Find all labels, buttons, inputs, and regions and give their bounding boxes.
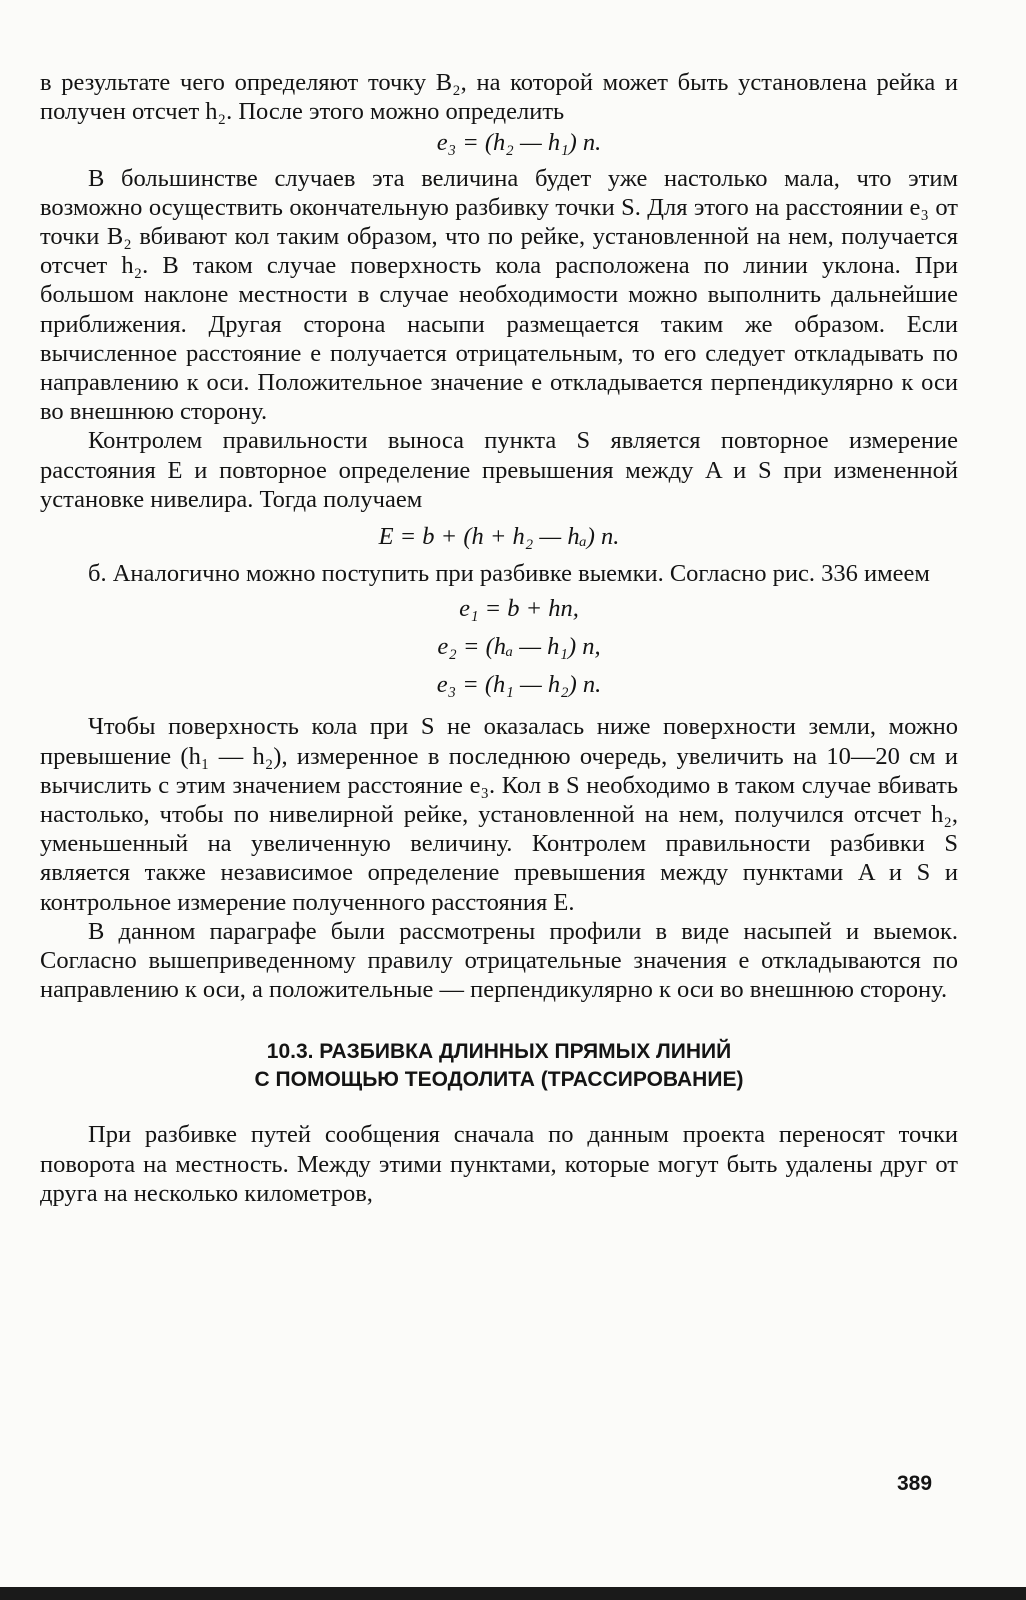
paragraph-6: В данном параграфе были рассмотрены профили в виде насыпей и выемок. Согласно вышеприведенному правилу отрицательные значения e откладываются по направлению к оси, а положительные — перпендикулярно к оси во внешнюю сторону. bbox=[40, 917, 958, 1004]
page-number: 389 bbox=[897, 1472, 933, 1495]
paragraph-7: При разбивке путей сообщения сначала по данным проекта переносят точки поворота на местность. Между этими пунктами, которые могут быть удалены друг от друга на несколько километров, bbox=[40, 1121, 958, 1207]
paragraph-5: Чтобы поверхность кола при S не оказалась ниже поверхности земли, можно превышение (h₁ — h₂), измеренное в последнюю очередь, увеличить на 10—20 см и вычислить с этим значением расстояние e₃. Кол в S необходимо в таком случае вбивать настолько, чтобы по нивелирной рейке, установленной на нем, получился отсчет h₂, уменьшенный на увеличенную величину. Контролем правильности разбивки S является также независимое определение превышения между пунктами A и S и контрольное измерение полученного расстояния E. bbox=[40, 713, 958, 916]
formula-e2: e₂ = (hₐ — h₁) n, bbox=[437, 633, 601, 661]
paragraph-4: б. Аналогично можно поступить при разбивке выемки. Согласно рис. 336 имеем bbox=[88, 560, 930, 588]
scan-edge bbox=[0, 1587, 1026, 1600]
section-heading bbox=[40, 1038, 958, 1094]
paragraph-1: в результате чего определяют точку B₂, на которой может быть установлена рейка и получен отсчет h₂. После этого можно определить bbox=[40, 69, 958, 126]
formula-E: E = b + (h + h₂ — hₐ) n. bbox=[378, 523, 620, 551]
section-heading-line-1: 10.3. РАЗБИВКА ДЛИННЫХ ПРЯМЫХ ЛИНИЙ bbox=[266, 1040, 732, 1064]
section-heading-line-2: С ПОМОЩЬЮ ТЕОДОЛИТА (ТРАССИРОВАНИЕ) bbox=[254, 1068, 744, 1092]
page-body bbox=[40, 68, 958, 1208]
formula-e3-second: e₃ = (h₁ — h₂) n. bbox=[436, 671, 602, 699]
formula-e1: e₁ = b + hn, bbox=[459, 595, 579, 623]
paragraph-2: В большинстве случаев эта величина будет уже настолько мала, что этим возможно осуществить окончательную разбивку точки S. Для этого на расстоянии e₃ от точки B₂ вбивают кол таким образом, что по рейке, установленной на нем, получается отсчет h₂. В таком случае поверхность кола расположена по линии уклона. При большом наклоне местности в случае необходимости можно выполнить дальнейшие приближения. Другая сторона насыпи размещается таким же образом. Если вычисленное расстояние e получается отрицательным, то его следует откладывать по направлению к оси. Положительное значение e откладывается перпендикулярно к оси во внешнюю сторону. bbox=[40, 164, 958, 426]
formula-group bbox=[40, 590, 958, 704]
formula-e3-first: e₃ = (h₂ — h₁) n. bbox=[436, 129, 602, 157]
paragraph-3: Контролем правильности выноса пункта S является повторное измерение расстояния E и повторное определение превышения между A и S при измененной установке нивелира. Тогда получаем bbox=[40, 427, 958, 513]
